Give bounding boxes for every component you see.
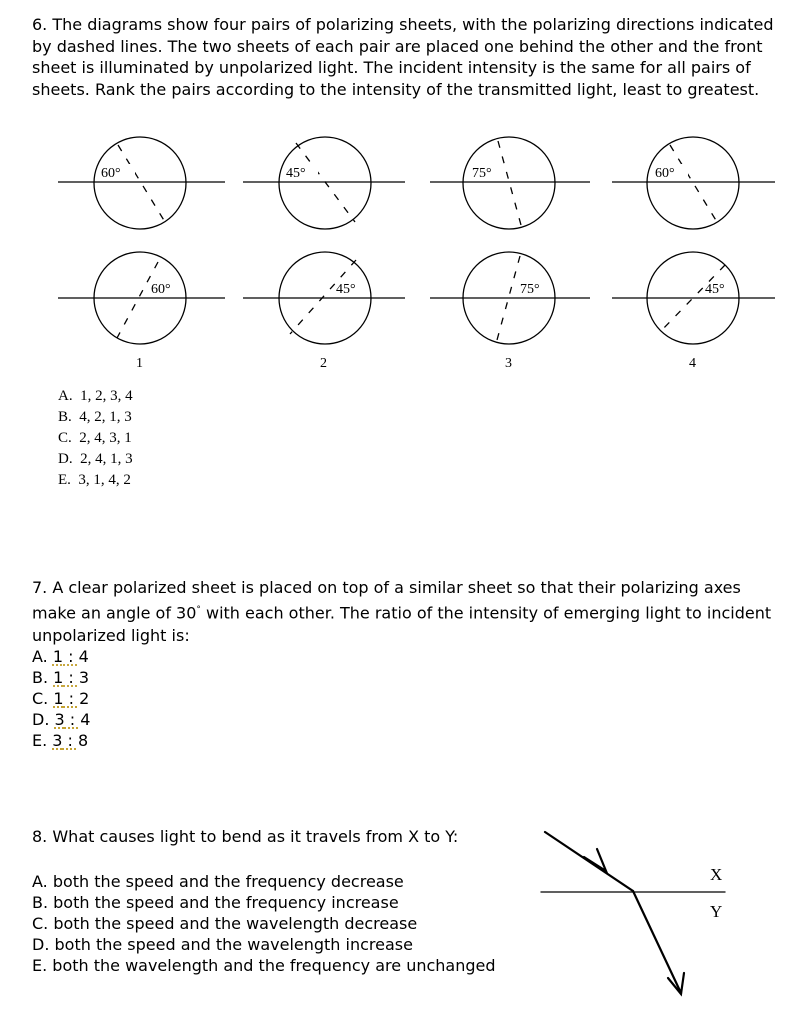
q7-choice-d[interactable]: D. 3 : 4 (32, 710, 91, 729)
polarizer-diagrams (0, 0, 798, 380)
pair-3-top-angle: 75° (472, 166, 492, 181)
question-8-stem: 8. What causes light to bend as it travels from X to Y: (32, 827, 459, 846)
q8-choice-c[interactable]: C. both the speed and the wavelength decrease (32, 914, 418, 933)
q6-choice-e[interactable]: E. 3, 1, 4, 2 (58, 472, 131, 488)
question-7-choices (32, 646, 90, 751)
pair-1-number: 1 (136, 356, 143, 371)
pair-2-number: 2 (320, 356, 327, 371)
q7-choice-c[interactable]: C. 1 : 2 (32, 689, 90, 708)
question-8-choices (32, 871, 496, 976)
q8-choice-b[interactable]: B. both the speed and the frequency increase (32, 893, 399, 912)
q6-choice-c[interactable]: C. 2, 4, 3, 1 (58, 430, 132, 446)
pair-4-bottom-angle: 45° (705, 282, 725, 297)
q6-choice-b[interactable]: B. 4, 2, 1, 3 (58, 409, 132, 425)
pair-1-bottom-angle: 60° (151, 282, 171, 297)
pair-4-top-angle: 60° (655, 166, 675, 181)
medium-x-label: X (710, 865, 723, 884)
incident-arrowhead (584, 849, 606, 871)
pair-3-top-sheet (463, 137, 555, 229)
q7-choice-b[interactable]: B. 1 : 3 (32, 668, 90, 687)
pair-2-bottom-angle: 45° (336, 282, 356, 297)
refracted-arrowhead (668, 973, 684, 994)
question-6-choices (58, 386, 133, 491)
q6-choice-d[interactable]: D. 2, 4, 1, 3 (58, 451, 133, 467)
medium-y-label: Y (710, 902, 723, 921)
q7-choice-e[interactable]: E. 3 : 8 (32, 731, 89, 750)
refracted-ray (633, 891, 681, 993)
q8-choice-e[interactable]: E. both the wavelength and the frequency are unchanged (32, 956, 496, 975)
q8-choice-a[interactable]: A. both the speed and the frequency decrease (32, 872, 404, 891)
pair-1-top-sheet (94, 137, 186, 229)
pair-2-top-angle: 45° (286, 166, 306, 181)
pair-4-top-sheet (647, 137, 739, 229)
q8-choice-d[interactable]: D. both the speed and the wavelength increase (32, 935, 413, 954)
pair-3-bottom-angle: 75° (520, 282, 540, 297)
question-7-stem: 7. A clear polarized sheet is placed on top of a similar sheet so that their polarizing axes make an angle of 30° with each other. The ratio of the intensity of emerging light to incident unpolarized light is: (32, 578, 772, 646)
pair-4-number: 4 (689, 356, 696, 371)
incident-ray (545, 832, 633, 891)
pair-1-top-angle: 60° (101, 166, 121, 181)
pair-3-number: 3 (505, 356, 512, 371)
question-6-stem: 6. The diagrams show four pairs of polarizing sheets, with the polarizing directions indicated by dashed lines. The two sheets of each pair are placed one behind the other and the front sheet is illuminated by unpolarized light. The incident intensity is the same for all pairs of sheets. Rank the pairs according to the intensity of the transmitted light, least to greatest. (32, 15, 774, 99)
q7-choice-a[interactable]: A. 1 : 4 (32, 647, 89, 666)
pair-2-top-sheet (279, 137, 371, 229)
q6-choice-a[interactable]: A. 1, 2, 3, 4 (58, 388, 133, 404)
